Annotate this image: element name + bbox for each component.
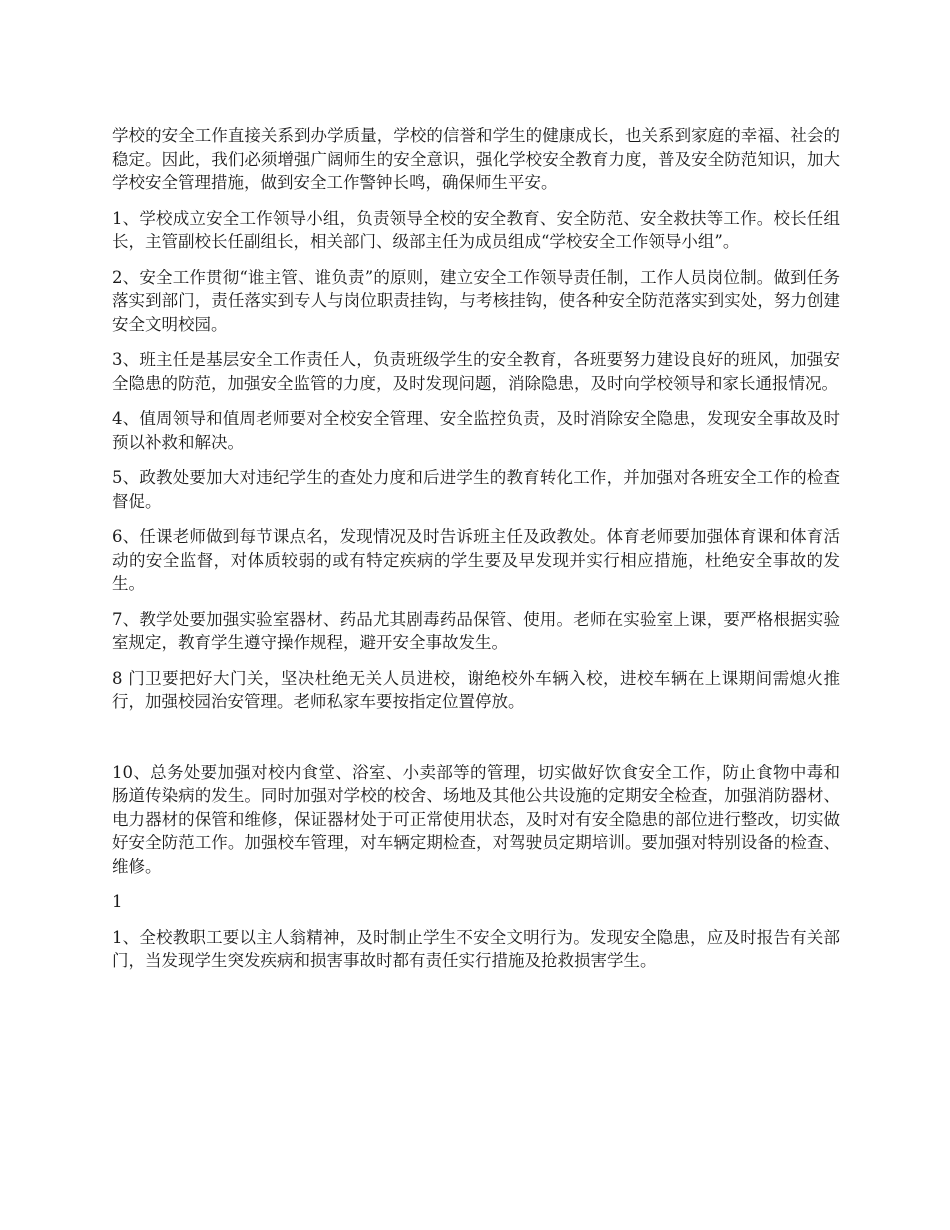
page-number-line: 1 — [112, 892, 123, 911]
blank-spacer — [112, 726, 840, 761]
document-body — [112, 124, 840, 985]
item-7-paragraph: 7、教学处要加强实验室器材、药品尤其剧毒药品保管、使用。老师在实验室上课，要严格根据实验室规定，教育学生遵守操作规程，避开安全事故发生。 — [112, 609, 840, 652]
item-10-paragraph: 10、总务处要加强对校内食堂、浴室、小卖部等的管理，切实做好饮食安全工作，防止食物中毒和肠道传染病的发生。同时加强对学校的校舍、场地及其他公共设施的定期安全检查，加强消防器材、电力器材的保管和维修，保证器材处于可正常使用状态，及时对有安全隐患的部位进行整改，切实做好安全防范工作。加强校车管理，对车辆定期检查，对驾驶员定期培训。要加强对特别设备的检查、维修。 — [112, 762, 840, 876]
intro-paragraph: 学校的安全工作直接关系到办学质量，学校的信誉和学生的健康成长，也关系到家庭的幸福、社会的稳定。因此，我们必须增强广阔师生的安全意识，强化学校安全教育力度，普及安全防范知识，加大学校安全管理措施，做到安全工作警钟长鸣，确保师生平安。 — [112, 126, 840, 192]
item-1-paragraph: 1、学校成立安全工作领导小组，负责领导全校的安全教育、安全防范、安全救扶等工作。校长任组长，主管副校长任副组长，相关部门、级部主任为成员组成“学校安全工作领导小组”。 — [112, 208, 840, 251]
item-5-paragraph: 5、政教处要加大对违纪学生的查处力度和后进学生的教育转化工作，并加强对各班安全工作的检查督促。 — [112, 468, 840, 511]
item-3-paragraph: 3、班主任是基层安全工作责任人，负责班级学生的安全教育，各班要努力建设良好的班风，加强安全隐患的防范，加强安全监管的力度，及时发现问题，消除隐患，及时向学校领导和家长通报情况。 — [112, 350, 840, 393]
item-8-paragraph: 8 门卫要把好大门关，坚决杜绝无关人员进校，谢绝校外车辆入校，进校车辆在上课期间需熄火推行，加强校园治安管理。老师私家车要按指定位置停放。 — [112, 668, 840, 711]
item-4-paragraph: 4、值周领导和值周老师要对全校安全管理、安全监控负责，及时消除安全隐患，发现安全事故及时预以补救和解决。 — [112, 409, 840, 452]
item-2-paragraph: 2、安全工作贯彻“谁主管、谁负责”的原则，建立安全工作领导责任制，工作人员岗位制。做到任务落实到部门，责任落实到专人与岗位职责挂钩，与考核挂钩，使各种安全防范落实到实处，努力创建安全文明校园。 — [112, 267, 840, 334]
item-6-paragraph: 6、任课老师做到每节课点名，发现情况及时告诉班主任及政教处。体育老师要加强体育课和体育活动的安全监督，对体质较弱的或有特定疾病的学生要及早发现并实行相应措施，杜绝安全事故的发生。 — [112, 527, 840, 593]
staff-item-1-paragraph: 1、全校教职工要以主人翁精神，及时制止学生不安全文明行为。发现安全隐患，应及时报告有关部门，当发现学生突发疾病和损害事故时都有责任实行措施及抢救损害学生。 — [112, 927, 840, 970]
